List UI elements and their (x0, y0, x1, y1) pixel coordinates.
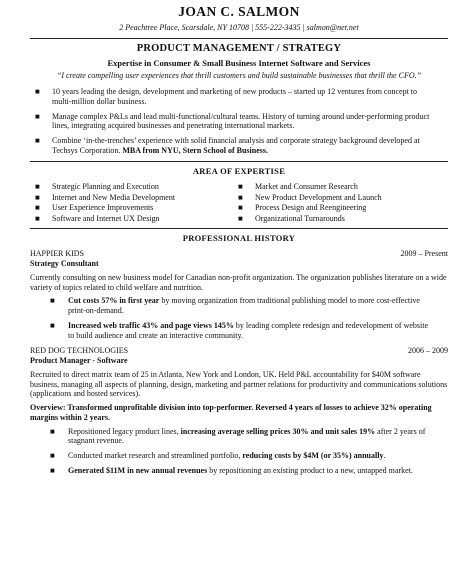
job-header (30, 249, 448, 259)
bullet-icon: ■ (50, 320, 55, 330)
job-description: Currently consulting on new business model for Canadian non-profit organization. The organization publishes literature on a wide variety of topics related to child welfare and nutrition. (30, 272, 447, 292)
bullet-icon: ■ (35, 181, 40, 191)
job-overview: Overview: Transformed unprofitable division into top-performer. Reversed 4 years of losses to achieve 32% operating margins within 2 years. (30, 403, 432, 422)
bullet-icon: ■ (238, 214, 243, 224)
summary-bullet: ■ Manage complex P&Ls and lead multi-functional/cultural teams. History of turning around under-performing product lines, integrating acquired businesses and penetrating international markets. (35, 111, 430, 131)
bullet-icon: ■ (35, 111, 40, 121)
expertise-title: AREA OF EXPERTISE (192, 165, 286, 176)
resume-page (0, 4, 474, 571)
expertise-item: ■ Organizational Turnarounds (238, 214, 345, 224)
bullet-icon: ■ (50, 296, 55, 306)
job-description: Recruited to direct matrix team of 25 in Atlanta, New York and London, UK. Held P&L accountability for $40M software business, managing all aspects of planning, design, marketing and partner relations for productivity and communications solutions (applications and hosted services). (30, 369, 448, 399)
divider (30, 161, 448, 162)
bullet-icon: ■ (238, 192, 243, 202)
divider (30, 38, 448, 39)
expertise-list (30, 182, 448, 225)
job-company: RED DOG TECHNOLOGIES (30, 346, 129, 356)
achievement-item: ■ Increased web traffic 43% and page views 145% by leading complete redesign and redevelopment of website to build audience and create an interactive community. (50, 320, 428, 340)
bullet-icon: ■ (35, 136, 40, 146)
job-achievements (30, 427, 448, 476)
bullet-icon: ■ (238, 181, 243, 191)
job-dates: 2009 – Present (400, 249, 448, 259)
bullet-icon: ■ (50, 426, 55, 436)
summary-bullets (30, 87, 448, 156)
bullet-icon: ■ (50, 451, 55, 461)
achievement-item: ■ Generated $11M in new annual revenues by repositioning an existing product to a new, untapped market. (50, 465, 413, 475)
achievement-item: ■ Cut costs 57% in first year by moving organization from traditional publishing model to more cost-effective print-on-demand. (50, 296, 420, 316)
achievement-item: ■ Repositioned legacy product lines, increasing average selling prices 30% and unit sales 19% after 2 years of stagnant revenue. (50, 426, 426, 446)
history-title: PROFESSIONAL HISTORY (182, 232, 296, 243)
summary-subtitle: Expertise in Consumer & Small Business Internet Software and Services (107, 58, 371, 69)
bullet-icon: ■ (238, 203, 243, 213)
job-header (30, 346, 448, 356)
bullet-icon: ■ (35, 214, 40, 224)
job-dates: 2006 – 2009 (408, 346, 448, 356)
expertise-column-1 (35, 181, 245, 225)
bullet-icon: ■ (35, 203, 40, 213)
expertise-item: ■ Internet and New Media Development (35, 192, 176, 202)
expertise-item: ■ New Product Development and Launch (238, 192, 382, 202)
divider (30, 228, 448, 229)
summary-title: PRODUCT MANAGEMENT / STRATEGY (136, 43, 342, 55)
expertise-item: ■ Software and Internet UX Design (35, 214, 160, 224)
job-role: Product Manager - Software (30, 356, 128, 366)
achievement-item: ■ Conducted market research and streamlined portfolio, reducing costs by $4M (or 35%) annually. (50, 451, 386, 461)
job-role: Strategy Consultant (30, 259, 99, 269)
summary-bullet: ■ Combine ‘in-the-trenches’ experience with solid financial analysis and corporate strategy background developed at Techsys Corporation. MBA from NYU, Stern School of Business. (35, 136, 420, 155)
expertise-item: ■ Market and Consumer Research (238, 181, 358, 191)
bullet-icon: ■ (35, 192, 40, 202)
bullet-icon: ■ (35, 87, 40, 97)
summary-bullet: ■ 10 years leading the design, development and marketing of new products – started up 12 ventures from concept to multi-million dollar business. (35, 87, 418, 106)
summary-quote: “I create compelling user experiences that thrill customers and build sustainable businesses that thrill the CFO.” (56, 71, 422, 81)
job-achievements (30, 296, 448, 340)
expertise-item: ■ Strategic Planning and Execution (35, 181, 159, 191)
expertise-column-2 (238, 181, 448, 225)
job-company: HAPPIER KIDS (30, 249, 85, 259)
contact-line: 2 Peachtree Place, Scarsdale, NY 10708 | 555-222-3435 | salmon@net.net (119, 23, 359, 33)
expertise-item: ■ Process Design and Reengineering (238, 203, 367, 213)
bullet-icon: ■ (50, 465, 55, 475)
candidate-name: JOAN C. SALMON (178, 4, 300, 19)
expertise-item: ■ User Experience Improvements (35, 203, 154, 213)
